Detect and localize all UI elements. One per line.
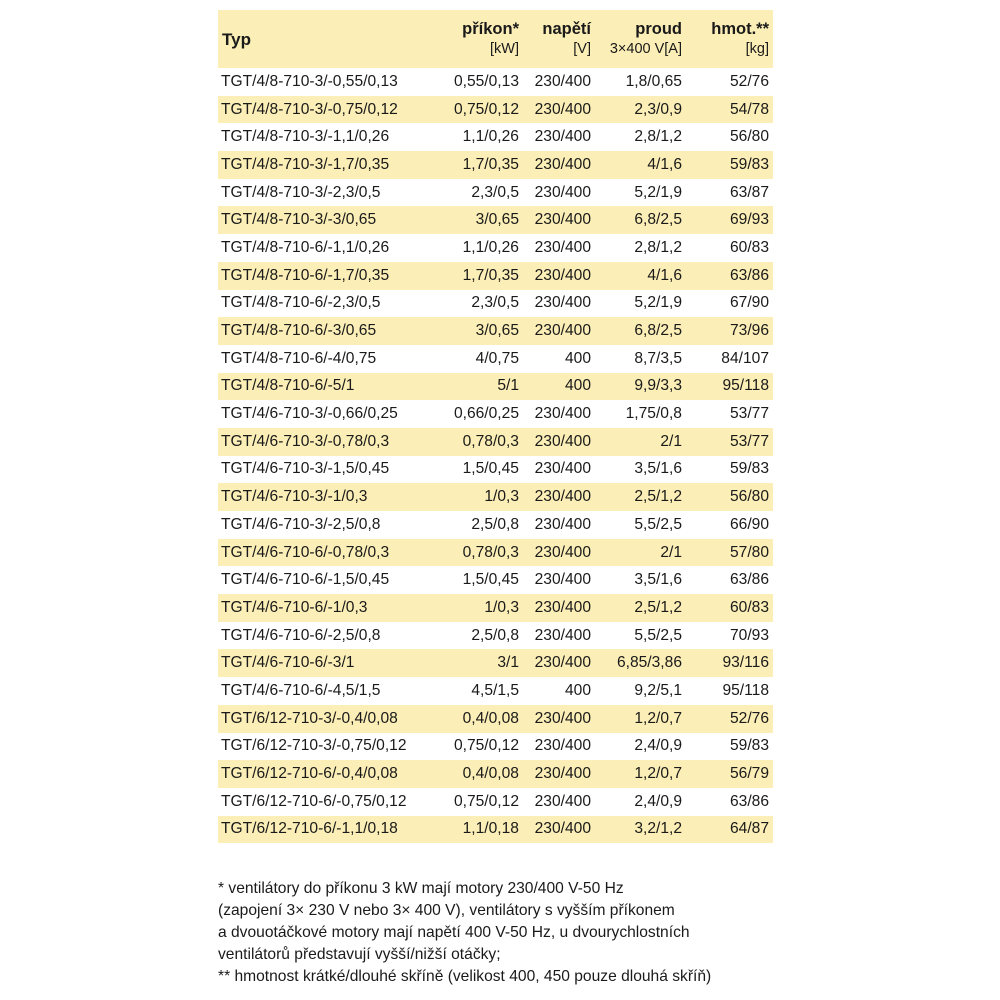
cell-prikon: 1,5/0,45	[462, 460, 519, 478]
header-typ-label: Typ	[222, 29, 251, 49]
cell-proud: 2,8/1,2	[634, 128, 682, 146]
cell-hmot: 60/83	[729, 598, 769, 616]
cell-prikon: 0,4/0,08	[462, 709, 519, 727]
table-row	[218, 733, 773, 761]
table-body	[218, 68, 773, 843]
table-row	[218, 511, 773, 539]
footnote-line: (zapojení 3× 230 V nebo 3× 400 V), ventilátory s vyšším příkonem	[218, 902, 675, 919]
cell-napeti: 230/400	[534, 543, 591, 561]
cell-proud: 9,2/5,1	[634, 681, 682, 699]
cell-proud: 1,2/0,7	[634, 709, 682, 727]
header-napeti-unit: [V]	[573, 41, 591, 57]
cell-napeti: 230/400	[534, 211, 591, 229]
cell-proud: 3,5/1,6	[634, 460, 682, 478]
cell-proud: 1,8/0,65	[625, 72, 682, 90]
cell-hmot: 52/76	[729, 72, 769, 90]
cell-typ: TGT/4/8-710-3/-0,55/0,13	[221, 72, 398, 90]
cell-napeti: 230/400	[534, 765, 591, 783]
cell-prikon: 0,75/0,12	[453, 792, 519, 810]
table-row	[218, 456, 773, 484]
cell-napeti: 230/400	[534, 460, 591, 478]
cell-hmot: 59/83	[729, 737, 769, 755]
cell-hmot: 69/93	[729, 211, 769, 229]
cell-prikon: 0,66/0,25	[453, 405, 519, 423]
cell-proud: 2,5/1,2	[634, 598, 682, 616]
table-row	[218, 622, 773, 650]
cell-prikon: 2,5/0,8	[471, 626, 519, 644]
cell-proud: 5,5/2,5	[634, 515, 682, 533]
cell-napeti: 230/400	[534, 128, 591, 146]
cell-prikon: 1/0,3	[484, 598, 519, 616]
cell-prikon: 0,78/0,3	[462, 543, 519, 561]
header-row	[218, 10, 773, 68]
cell-prikon: 1,5/0,45	[462, 571, 519, 589]
footnotes	[218, 878, 818, 988]
cell-typ: TGT/4/6-710-3/-2,5/0,8	[221, 515, 381, 533]
cell-prikon: 0,78/0,3	[462, 432, 519, 450]
header-napeti-label: napětí	[542, 20, 591, 38]
table-row	[218, 151, 773, 179]
cell-typ: TGT/4/6-710-3/-0,78/0,3	[221, 432, 390, 450]
cell-napeti: 400	[564, 377, 591, 395]
table-row	[218, 539, 773, 567]
cell-typ: TGT/6/12-710-6/-1,1/0,18	[221, 820, 398, 838]
table-row	[218, 96, 773, 124]
table-row	[218, 760, 773, 788]
cell-proud: 2,4/0,9	[634, 792, 682, 810]
cell-prikon: 2,5/0,8	[471, 515, 519, 533]
cell-proud: 2/1	[660, 432, 682, 450]
cell-hmot: 57/80	[729, 543, 769, 561]
cell-napeti: 230/400	[534, 72, 591, 90]
cell-hmot: 67/90	[729, 294, 769, 312]
header-typ	[218, 10, 440, 68]
cell-napeti: 230/400	[534, 488, 591, 506]
cell-prikon: 4/0,75	[475, 349, 519, 367]
cell-napeti: 230/400	[534, 571, 591, 589]
cell-typ: TGT/6/12-710-6/-0,4/0,08	[221, 765, 398, 783]
cell-hmot: 64/87	[729, 820, 769, 838]
cell-proud: 5,5/2,5	[634, 626, 682, 644]
cell-proud: 5,2/1,9	[634, 183, 682, 201]
cell-proud: 8,7/3,5	[634, 349, 682, 367]
cell-typ: TGT/6/12-710-6/-0,75/0,12	[221, 792, 407, 810]
cell-proud: 2,5/1,2	[634, 488, 682, 506]
cell-napeti: 230/400	[534, 183, 591, 201]
header-napeti	[523, 10, 595, 68]
table-row	[218, 594, 773, 622]
footnote-line: ventilátorů představují vyšší/nižší otáčky;	[218, 946, 501, 963]
header-hmot-label: hmot.**	[711, 20, 769, 38]
table-row	[218, 483, 773, 511]
header-hmot	[686, 10, 773, 68]
cell-hmot: 53/77	[729, 432, 769, 450]
table-row	[218, 179, 773, 207]
cell-prikon: 2,3/0,5	[471, 183, 519, 201]
cell-hmot: 63/86	[729, 571, 769, 589]
cell-hmot: 56/80	[729, 128, 769, 146]
fan-spec-table	[218, 10, 773, 843]
cell-napeti: 230/400	[534, 598, 591, 616]
header-prikon-unit: [kW]	[490, 41, 519, 57]
table-row	[218, 317, 773, 345]
cell-prikon: 1/0,3	[484, 488, 519, 506]
cell-hmot: 63/86	[729, 266, 769, 284]
cell-napeti: 230/400	[534, 737, 591, 755]
cell-prikon: 5/1	[497, 377, 519, 395]
cell-napeti: 230/400	[534, 100, 591, 118]
cell-prikon: 3/0,65	[475, 322, 519, 340]
cell-proud: 9,9/3,3	[634, 377, 682, 395]
cell-hmot: 70/93	[729, 626, 769, 644]
cell-prikon: 3/0,65	[475, 211, 519, 229]
cell-proud: 2/1	[660, 543, 682, 561]
cell-napeti: 230/400	[534, 515, 591, 533]
cell-prikon: 2,3/0,5	[471, 294, 519, 312]
cell-prikon: 1,7/0,35	[462, 266, 519, 284]
table-row	[218, 649, 773, 677]
cell-typ: TGT/4/6-710-6/-2,5/0,8	[221, 626, 381, 644]
cell-napeti: 230/400	[534, 405, 591, 423]
cell-prikon: 1,7/0,35	[462, 155, 519, 173]
table-row	[218, 400, 773, 428]
cell-hmot: 93/116	[722, 654, 769, 672]
header-proud-label: proud	[635, 20, 682, 38]
footnote-line: * ventilátory do příkonu 3 kW mají motory 230/400 V-50 Hz	[218, 880, 624, 897]
cell-proud: 3,2/1,2	[634, 820, 682, 838]
cell-napeti: 230/400	[534, 155, 591, 173]
table-row	[218, 677, 773, 705]
cell-typ: TGT/4/6-710-6/-1/0,3	[221, 598, 368, 616]
cell-typ: TGT/4/8-710-6/-1,1/0,26	[221, 238, 390, 256]
cell-proud: 2,4/0,9	[634, 737, 682, 755]
table-row	[218, 816, 773, 844]
cell-hmot: 63/87	[729, 183, 769, 201]
cell-typ: TGT/4/8-710-6/-2,3/0,5	[221, 294, 381, 312]
table-row	[218, 373, 773, 401]
cell-hmot: 95/118	[722, 377, 769, 395]
cell-typ: TGT/4/8-710-6/-5/1	[221, 377, 355, 395]
cell-proud: 2,8/1,2	[634, 238, 682, 256]
cell-prikon: 0,75/0,12	[453, 100, 519, 118]
footnote-line: ** hmotnost krátké/dlouhé skříně (velikost 400, 450 pouze dlouhá skříň)	[218, 968, 712, 985]
cell-typ: TGT/4/6-710-3/-1,5/0,45	[221, 460, 390, 478]
cell-hmot: 56/79	[729, 765, 769, 783]
cell-hmot: 73/96	[729, 322, 769, 340]
table-row	[218, 234, 773, 262]
cell-proud: 1,2/0,7	[634, 765, 682, 783]
header-proud	[595, 10, 686, 68]
cell-typ: TGT/4/8-710-3/-1,7/0,35	[221, 155, 390, 173]
table-row	[218, 68, 773, 96]
cell-typ: TGT/4/6-710-6/-0,78/0,3	[221, 543, 390, 561]
cell-hmot: 54/78	[729, 100, 769, 118]
cell-hmot: 59/83	[729, 155, 769, 173]
cell-hmot: 56/80	[729, 488, 769, 506]
cell-typ: TGT/4/6-710-3/-0,66/0,25	[221, 405, 398, 423]
cell-napeti: 230/400	[534, 709, 591, 727]
cell-napeti: 230/400	[534, 322, 591, 340]
cell-typ: TGT/6/12-710-3/-0,75/0,12	[221, 737, 407, 755]
cell-prikon: 3/1	[497, 654, 519, 672]
cell-napeti: 400	[564, 349, 591, 367]
table-row	[218, 345, 773, 373]
header-proud-unit: 3×400 V[A]	[609, 41, 682, 57]
cell-hmot: 95/118	[722, 681, 769, 699]
header-prikon	[440, 10, 523, 68]
cell-prikon: 1,1/0,18	[462, 820, 519, 838]
cell-napeti: 230/400	[534, 432, 591, 450]
cell-proud: 6,8/2,5	[634, 211, 682, 229]
table-row	[218, 123, 773, 151]
cell-napeti: 400	[564, 681, 591, 699]
cell-proud: 4/1,6	[647, 155, 682, 173]
cell-proud: 5,2/1,9	[634, 294, 682, 312]
table-row	[218, 262, 773, 290]
cell-typ: TGT/6/12-710-3/-0,4/0,08	[221, 709, 398, 727]
cell-typ: TGT/4/6-710-3/-1/0,3	[221, 488, 368, 506]
cell-typ: TGT/4/8-710-6/-4/0,75	[221, 349, 377, 367]
cell-proud: 6,8/2,5	[634, 322, 682, 340]
header-hmot-unit: [kg]	[745, 41, 769, 57]
cell-typ: TGT/4/8-710-3/-2,3/0,5	[221, 183, 381, 201]
cell-hmot: 66/90	[729, 515, 769, 533]
cell-prikon: 0,4/0,08	[462, 765, 519, 783]
cell-proud: 2,3/0,9	[634, 100, 682, 118]
cell-napeti: 230/400	[534, 792, 591, 810]
cell-typ: TGT/4/8-710-6/-1,7/0,35	[221, 266, 390, 284]
cell-napeti: 230/400	[534, 654, 591, 672]
cell-prikon: 1,1/0,26	[462, 238, 519, 256]
cell-typ: TGT/4/6-710-6/-4,5/1,5	[221, 681, 381, 699]
cell-napeti: 230/400	[534, 238, 591, 256]
cell-proud: 3,5/1,6	[634, 571, 682, 589]
cell-proud: 1,75/0,8	[625, 405, 682, 423]
cell-napeti: 230/400	[534, 294, 591, 312]
cell-hmot: 84/107	[721, 349, 769, 367]
table-header	[218, 10, 773, 68]
footnote-line: a dvouotáčkové motory mají napětí 400 V-50 Hz, u dvourychlostních	[218, 924, 690, 941]
table-row	[218, 290, 773, 318]
table-row	[218, 566, 773, 594]
cell-napeti: 230/400	[534, 266, 591, 284]
cell-hmot: 60/83	[729, 238, 769, 256]
cell-hmot: 63/86	[729, 792, 769, 810]
cell-typ: TGT/4/8-710-3/-1,1/0,26	[221, 128, 390, 146]
cell-proud: 6,85/3,86	[616, 654, 682, 672]
cell-hmot: 53/77	[729, 405, 769, 423]
cell-prikon: 1,1/0,26	[462, 128, 519, 146]
table-row	[218, 788, 773, 816]
fan-spec-table-container	[218, 10, 773, 843]
cell-napeti: 230/400	[534, 626, 591, 644]
cell-typ: TGT/4/8-710-3/-3/0,65	[221, 211, 377, 229]
cell-prikon: 4,5/1,5	[471, 681, 519, 699]
cell-typ: TGT/4/6-710-6/-3/1	[221, 654, 355, 672]
table-row	[218, 705, 773, 733]
cell-napeti: 230/400	[534, 820, 591, 838]
table-row	[218, 428, 773, 456]
cell-typ: TGT/4/8-710-3/-0,75/0,12	[221, 100, 398, 118]
cell-typ: TGT/4/6-710-6/-1,5/0,45	[221, 571, 390, 589]
cell-hmot: 52/76	[729, 709, 769, 727]
table-row	[218, 206, 773, 234]
cell-hmot: 59/83	[729, 460, 769, 478]
cell-typ: TGT/4/8-710-6/-3/0,65	[221, 322, 377, 340]
cell-prikon: 0,75/0,12	[453, 737, 519, 755]
header-prikon-label: příkon*	[462, 20, 519, 38]
cell-proud: 4/1,6	[647, 266, 682, 284]
cell-prikon: 0,55/0,13	[453, 72, 519, 90]
